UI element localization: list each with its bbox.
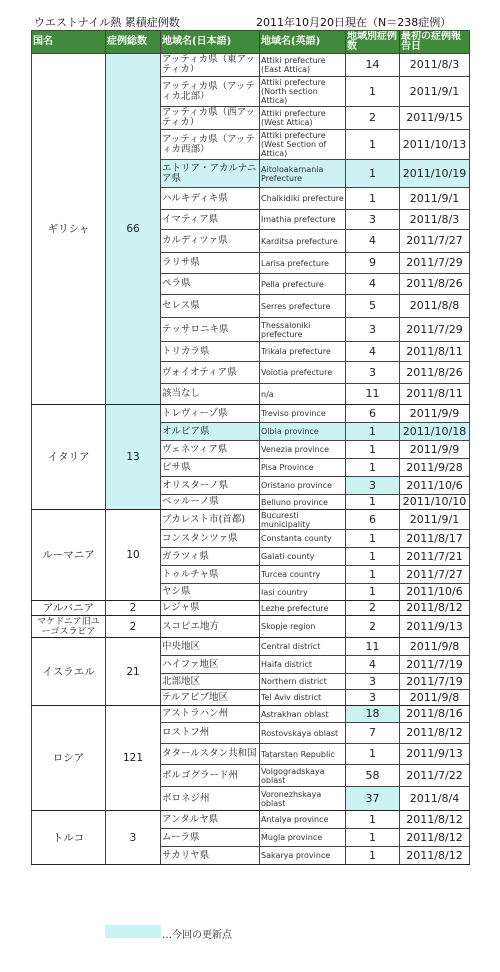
date-cell: 2011/9/8 — [400, 690, 470, 706]
region-en-cell: Trikala prefecture — [260, 342, 346, 362]
date-cell: 2011/8/3 — [400, 54, 470, 77]
cases-cell: 5 — [346, 295, 400, 318]
country-cell: アルバニア — [32, 601, 106, 616]
region-en-cell: Olbia province — [260, 423, 346, 441]
region-en-cell: Astrakhan oblast — [260, 706, 346, 723]
date-cell: 2011/9/8 — [400, 638, 470, 656]
region-en-cell: Aitoloakarnania Prefecture — [260, 160, 346, 188]
region-en-cell: Pella prefecture — [260, 274, 346, 295]
cases-cell: 6 — [346, 510, 400, 530]
region-en-cell: Galati county — [260, 548, 346, 566]
total-cell: 2 — [106, 601, 161, 616]
cases-cell: 2 — [346, 601, 400, 616]
region-jp-cell: ガラツィ県 — [161, 548, 260, 566]
cases-cell: 1 — [346, 829, 400, 847]
date-cell: 2011/8/11 — [400, 342, 470, 362]
date-cell: 2011/10/18 — [400, 423, 470, 441]
cases-cell: 11 — [346, 384, 400, 405]
total-cell: 66 — [106, 54, 161, 405]
case-table — [31, 30, 470, 865]
date-cell: 2011/7/19 — [400, 656, 470, 674]
date-cell: 2011/8/12 — [400, 847, 470, 865]
region-jp-cell: ムーラ県 — [161, 829, 260, 847]
date-cell: 2011/7/22 — [400, 765, 470, 787]
date-cell: 2011/8/8 — [400, 295, 470, 318]
total-cell: 121 — [106, 706, 161, 811]
region-en-cell: Venezia province — [260, 441, 346, 459]
date-cell: 2011/8/11 — [400, 384, 470, 405]
table-row — [32, 706, 470, 723]
region-jp-cell: ロストフ州 — [161, 723, 260, 744]
region-jp-cell: ボルゴグラード州 — [161, 765, 260, 787]
region-en-cell: Constanta county — [260, 530, 346, 548]
date-cell: 2011/9/1 — [400, 77, 470, 107]
legend-swatch — [105, 925, 161, 938]
cases-cell: 37 — [346, 787, 400, 811]
date-cell: 2011/10/10 — [400, 495, 470, 510]
table-row — [32, 811, 470, 829]
date-cell: 2011/10/19 — [400, 160, 470, 188]
region-en-cell: Tel Aviv district — [260, 690, 346, 706]
date-cell: 2011/10/6 — [400, 584, 470, 601]
region-jp-cell: 北部地区 — [161, 674, 260, 690]
region-en-cell: Karditsa prefecture — [260, 230, 346, 253]
region-jp-cell: 中央地区 — [161, 638, 260, 656]
region-jp-cell: ヴェネツィア県 — [161, 441, 260, 459]
region-jp-cell: エトリア・アカルナニア県 — [161, 160, 260, 188]
region-en-cell: Lezhe prefecture — [260, 601, 346, 616]
cases-cell: 1 — [346, 548, 400, 566]
region-jp-cell: コンスタンツァ県 — [161, 530, 260, 548]
region-jp-cell: ハイファ地区 — [161, 656, 260, 674]
region-en-cell: Voronezhskaya oblast — [260, 787, 346, 811]
table-row — [32, 510, 470, 530]
region-jp-cell: テルアビブ地区 — [161, 690, 260, 706]
table-row — [32, 638, 470, 656]
region-jp-cell: アンタルヤ県 — [161, 811, 260, 829]
date-cell: 2011/8/3 — [400, 210, 470, 230]
region-en-cell: Attiki prefecture (West Section of Attica) — [260, 130, 346, 160]
date-cell: 2011/8/26 — [400, 274, 470, 295]
cases-cell: 3 — [346, 477, 400, 495]
date-cell: 2011/9/1 — [400, 188, 470, 210]
region-jp-cell: トゥルチャ県 — [161, 566, 260, 584]
cases-cell: 4 — [346, 656, 400, 674]
date-cell: 2011/8/17 — [400, 530, 470, 548]
total-cell: 10 — [106, 510, 161, 601]
total-cell: 2 — [106, 616, 161, 638]
date-cell: 2011/7/21 — [400, 548, 470, 566]
cases-cell: 6 — [346, 405, 400, 423]
cases-cell: 3 — [346, 210, 400, 230]
cases-cell: 9 — [346, 253, 400, 274]
table-row — [32, 54, 470, 77]
region-en-cell: Turcea country — [260, 566, 346, 584]
total-cell: 3 — [106, 811, 161, 865]
region-en-cell: Serres prefecture — [260, 295, 346, 318]
date-cell: 2011/7/27 — [400, 230, 470, 253]
header-row — [32, 31, 470, 54]
cases-cell: 2 — [346, 107, 400, 130]
cases-cell: 1 — [346, 441, 400, 459]
header-region-jp: 地域名(日本語) — [161, 31, 260, 54]
region-en-cell: Attiki prefecture (East Attica) — [260, 54, 346, 77]
cases-cell: 1 — [346, 530, 400, 548]
region-en-cell: Skopje region — [260, 616, 346, 638]
region-en-cell: Sakarya province — [260, 847, 346, 865]
region-en-cell: n/a — [260, 384, 346, 405]
region-jp-cell: トリカラ県 — [161, 342, 260, 362]
cases-cell: 3 — [346, 362, 400, 384]
region-jp-cell: オリスターノ県 — [161, 477, 260, 495]
date-cell: 2011/8/16 — [400, 706, 470, 723]
header-first-report: 最初の症例報告日 — [400, 31, 470, 54]
total-cell: 13 — [106, 405, 161, 510]
cases-cell: 1 — [346, 188, 400, 210]
cases-cell: 18 — [346, 706, 400, 723]
date-cell: 2011/7/29 — [400, 253, 470, 274]
cases-cell: 1 — [346, 811, 400, 829]
region-jp-cell: ハルキディキ県 — [161, 188, 260, 210]
region-jp-cell: トレヴィーゾ県 — [161, 405, 260, 423]
cases-cell: 3 — [346, 674, 400, 690]
cases-cell: 1 — [346, 130, 400, 160]
region-en-cell: Volgogradskaya oblast — [260, 765, 346, 787]
region-en-cell: Haifa district — [260, 656, 346, 674]
cases-cell: 4 — [346, 230, 400, 253]
total-cell: 21 — [106, 638, 161, 706]
date-cell: 2011/8/12 — [400, 601, 470, 616]
date-cell: 2011/8/4 — [400, 787, 470, 811]
header-country: 国名 — [32, 31, 106, 54]
country-cell: イスラエル — [32, 638, 106, 706]
cases-cell: 4 — [346, 274, 400, 295]
date-cell: 2011/9/28 — [400, 459, 470, 477]
region-jp-cell: ピサ県 — [161, 459, 260, 477]
region-jp-cell: タタールスタン共和国 — [161, 744, 260, 765]
country-cell: マケドニア旧ユーゴスラビア — [32, 616, 106, 638]
region-jp-cell: スコピエ地方 — [161, 616, 260, 638]
cases-cell: 14 — [346, 54, 400, 77]
cases-cell: 1 — [346, 847, 400, 865]
region-jp-cell: サカリヤ県 — [161, 847, 260, 865]
region-en-cell: Iasi country — [260, 584, 346, 601]
cases-cell: 7 — [346, 723, 400, 744]
region-jp-cell: イマティア県 — [161, 210, 260, 230]
date-cell: 2011/8/26 — [400, 362, 470, 384]
cases-cell: 1 — [346, 459, 400, 477]
region-en-cell: Imathia prefecture — [260, 210, 346, 230]
region-jp-cell: ラリサ県 — [161, 253, 260, 274]
date-cell: 2011/10/6 — [400, 477, 470, 495]
cases-cell: 58 — [346, 765, 400, 787]
table-row — [32, 405, 470, 423]
region-en-cell: Tatarstan Republic — [260, 744, 346, 765]
cases-cell: 4 — [346, 342, 400, 362]
region-en-cell: Voiotia prefecture — [260, 362, 346, 384]
region-jp-cell: 該当なし — [161, 384, 260, 405]
date-cell: 2011/9/1 — [400, 510, 470, 530]
region-jp-cell: ボロネジ州 — [161, 787, 260, 811]
region-en-cell: Pisa Province — [260, 459, 346, 477]
region-jp-cell: レジャ県 — [161, 601, 260, 616]
region-jp-cell: アッティカ県（東アッティカ） — [161, 54, 260, 77]
country-cell: イタリア — [32, 405, 106, 510]
region-jp-cell: ヤシ県 — [161, 584, 260, 601]
region-jp-cell: ペラ県 — [161, 274, 260, 295]
region-jp-cell: アストラハン州 — [161, 706, 260, 723]
header-cases: 地域別症例数 — [346, 31, 400, 54]
date-cell: 2011/9/13 — [400, 616, 470, 638]
region-jp-cell: ヴォイオティア県 — [161, 362, 260, 384]
region-jp-cell: カルディツァ県 — [161, 230, 260, 253]
country-cell: トルコ — [32, 811, 106, 865]
date-cell: 2011/8/12 — [400, 829, 470, 847]
header-total: 症例総数 — [106, 31, 161, 54]
region-en-cell: Chalkidiki prefecture — [260, 188, 346, 210]
region-en-cell: Larisa prefecture — [260, 253, 346, 274]
region-en-cell: Mugla province — [260, 829, 346, 847]
country-cell: ロシア — [32, 706, 106, 811]
cases-cell: 2 — [346, 616, 400, 638]
date-cell: 2011/7/19 — [400, 674, 470, 690]
table-body — [32, 54, 470, 865]
date-cell: 2011/9/15 — [400, 107, 470, 130]
cases-cell: 1 — [346, 744, 400, 765]
region-en-cell: Central district — [260, 638, 346, 656]
cases-cell: 1 — [346, 77, 400, 107]
region-en-cell: Belluno province — [260, 495, 346, 510]
region-en-cell: Oristano province — [260, 477, 346, 495]
region-jp-cell: アッティカ県（アッティカ北部） — [161, 77, 260, 107]
cases-cell: 1 — [346, 160, 400, 188]
cases-cell: 11 — [346, 638, 400, 656]
region-jp-cell: テッサロニキ県 — [161, 318, 260, 342]
date-cell: 2011/7/27 — [400, 566, 470, 584]
region-en-cell: Bucuresti municipality — [260, 510, 346, 530]
region-en-cell: Antalya province — [260, 811, 346, 829]
region-jp-cell: セレス県 — [161, 295, 260, 318]
date-cell: 2011/9/9 — [400, 405, 470, 423]
date-cell: 2011/8/12 — [400, 723, 470, 744]
country-cell: ルーマニア — [32, 510, 106, 601]
date-cell: 2011/8/12 — [400, 811, 470, 829]
region-en-cell: Rostovskaya oblast — [260, 723, 346, 744]
region-jp-cell: オルビア県 — [161, 423, 260, 441]
cases-cell: 3 — [346, 690, 400, 706]
region-jp-cell: ブカレスト市(首都) — [161, 510, 260, 530]
date-cell: 2011/9/13 — [400, 744, 470, 765]
title-row — [34, 14, 484, 30]
cases-cell: 1 — [346, 423, 400, 441]
legend-text: …今回の更新点 — [162, 930, 232, 941]
as-of-date: 2011年10月20日現在（N＝238症例） — [256, 16, 452, 29]
table-row — [32, 616, 470, 638]
table-title: ウエストナイル熱 累積症例数 — [34, 16, 180, 29]
cases-cell: 1 — [346, 584, 400, 601]
cases-cell: 1 — [346, 566, 400, 584]
region-en-cell: Northern district — [260, 674, 346, 690]
region-en-cell: Attiki prefecture (West Attica) — [260, 107, 346, 130]
table-row — [32, 601, 470, 616]
region-jp-cell: ベッルーノ県 — [161, 495, 260, 510]
date-cell: 2011/9/9 — [400, 441, 470, 459]
region-en-cell: Treviso province — [260, 405, 346, 423]
region-en-cell: Thessaloniki prefecture — [260, 318, 346, 342]
region-jp-cell: アッティカ県（アッティカ西部） — [161, 130, 260, 160]
cases-cell: 3 — [346, 318, 400, 342]
country-cell: ギリシャ — [32, 54, 106, 405]
date-cell: 2011/10/13 — [400, 130, 470, 160]
cases-cell: 1 — [346, 495, 400, 510]
date-cell: 2011/7/29 — [400, 318, 470, 342]
region-jp-cell: アッティカ県（西アッティカ） — [161, 107, 260, 130]
region-en-cell: Attiki prefecture (North section Attica) — [260, 77, 346, 107]
header-region-en: 地域名(英語) — [260, 31, 346, 54]
